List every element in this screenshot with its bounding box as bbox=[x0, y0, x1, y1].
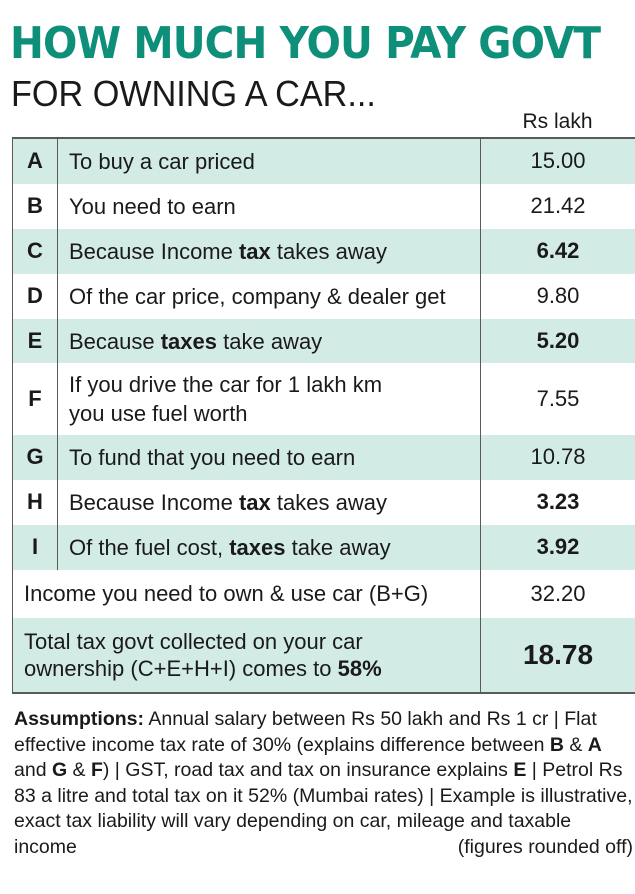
subheadline: FOR OWNING A CAR... bbox=[11, 73, 376, 114]
assumptions-heading: Assumptions: bbox=[14, 708, 145, 730]
income-value: 32.20 bbox=[480, 570, 635, 618]
row-letter: F bbox=[12, 363, 58, 435]
table-row-a bbox=[12, 139, 635, 184]
unit-label: Rs lakh bbox=[522, 110, 593, 133]
row-letter: E bbox=[12, 319, 58, 364]
table-row-b bbox=[12, 184, 635, 229]
row-value: 3.92 bbox=[480, 525, 635, 570]
row-description: Of the fuel cost, taxes take away bbox=[69, 534, 391, 560]
table-row-d bbox=[12, 274, 635, 319]
table-row-g bbox=[12, 435, 635, 480]
table-row-i bbox=[12, 525, 635, 570]
assumptions-note: Assumptions: Annual salary between Rs 50 lakh and Rs 1 cr | Flat effective income tax rate of 30% (explains difference between B & A and G & F) | GST, road tax and tax on insurance explains E | Petrol Rs 83 a litre and total tax on it 52% (Mumbai rates) | Example is illustrative, exact tax liability will vary depending on car, mileage and taxable income (figures rounded off) bbox=[14, 707, 635, 861]
row-letter: H bbox=[12, 480, 58, 525]
row-letter: I bbox=[12, 525, 58, 570]
income-label: Income you need to own & use car (B+G) bbox=[12, 570, 480, 618]
row-value: 21.42 bbox=[480, 184, 635, 229]
row-value: 10.78 bbox=[480, 435, 635, 480]
row-letter: B bbox=[12, 184, 58, 229]
tax-table bbox=[12, 137, 635, 694]
table-row-e bbox=[12, 319, 635, 364]
row-letter: C bbox=[12, 229, 58, 274]
income-row bbox=[12, 570, 635, 618]
row-value: 3.23 bbox=[480, 480, 635, 525]
table-row-f bbox=[12, 363, 635, 435]
row-value: 6.42 bbox=[480, 229, 635, 274]
total-value: 18.78 bbox=[480, 618, 635, 692]
row-description: If you drive the car for 1 lakh km you use fuel worth bbox=[69, 372, 383, 427]
row-value: 7.55 bbox=[480, 363, 635, 435]
table-row-c bbox=[12, 229, 635, 274]
row-description: To buy a car priced bbox=[69, 148, 255, 174]
row-letter: G bbox=[12, 435, 58, 480]
row-description: Because Income tax takes away bbox=[69, 489, 387, 515]
row-letter: D bbox=[12, 274, 58, 319]
row-letter: A bbox=[12, 139, 58, 184]
row-value: 5.20 bbox=[480, 319, 635, 364]
row-value: 9.80 bbox=[480, 274, 635, 319]
row-description: Of the car price, company & dealer get bbox=[69, 283, 446, 309]
total-label: Total tax govt collected on your car ownership (C+E+H+I) comes to 58% bbox=[12, 618, 480, 692]
rounding-note: (figures rounded off) bbox=[457, 835, 633, 858]
row-description: Because Income tax takes away bbox=[69, 238, 387, 264]
headline: HOW MUCH YOU PAY GOVT bbox=[10, 18, 601, 69]
row-description: You need to earn bbox=[69, 193, 236, 219]
row-value: 15.00 bbox=[480, 139, 635, 184]
total-row bbox=[12, 618, 635, 692]
row-description: To fund that you need to earn bbox=[69, 444, 356, 470]
table-row-h bbox=[12, 480, 635, 525]
row-description: Because taxes take away bbox=[69, 328, 323, 354]
